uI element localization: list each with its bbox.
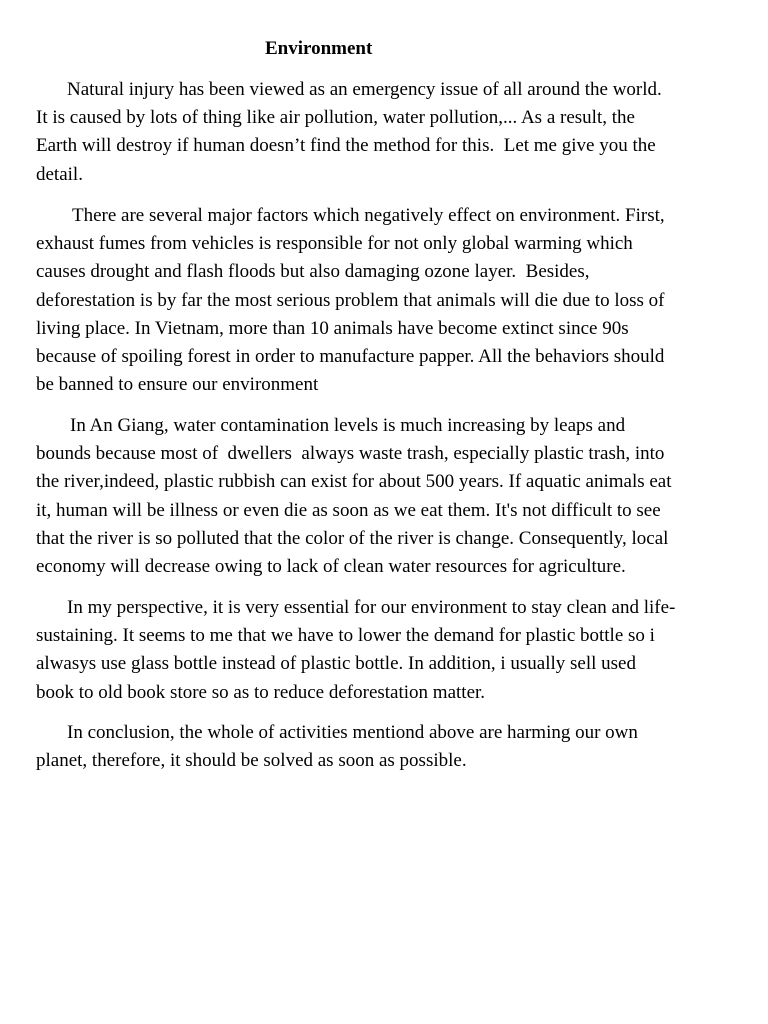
text-line: Earth will destroy if human doesn’t find the method for this. Let me give you the: [36, 135, 656, 157]
document-title: Environment: [265, 38, 373, 59]
paragraph-an-giang: [36, 412, 736, 581]
text-line: Natural injury has been viewed as an emergency issue of all around the world.: [67, 79, 662, 100]
paragraph-major-factors: [36, 202, 736, 399]
text-line: detail.: [36, 163, 83, 185]
text-line: living place. In Vietnam, more than 10 animals have become extinct since 90s: [36, 317, 629, 339]
text-line: In conclusion, the whole of activities mentiond above are harming our own: [67, 722, 638, 743]
paragraph-perspective: [36, 594, 736, 707]
text-line: exhaust fumes from vehicles is responsible for not only global warming which: [36, 233, 633, 255]
paragraph-conclusion: [36, 719, 736, 775]
text-line: alwasys use glass bottle instead of plastic bottle. In addition, i usually sell used: [36, 653, 636, 675]
text-line: deforestation is by far the most serious problem that animals will die due to loss of: [36, 289, 665, 311]
text-line: bounds because most of dwellers always waste trash, especially plastic trash, into: [36, 443, 665, 465]
text-line: causes drought and flash floods but also damaging ozone layer. Besides,: [36, 261, 590, 283]
text-line: because of spoiling forest in order to manufacture papper. All the behaviors should: [36, 346, 665, 368]
text-line: it, human will be illness or even die as soon as we eat them. It's not difficult to see: [36, 499, 661, 521]
text-line: book to old book store so as to reduce deforestation matter.: [36, 681, 486, 703]
text-line: There are several major factors which negatively effect on environment. First,: [72, 205, 665, 226]
text-line: planet, therefore, it should be solved as soon as possible.: [36, 750, 467, 772]
text-line: It is caused by lots of thing like air pollution, water pollution,... As a result, the: [36, 107, 635, 129]
text-line: economy will decrease owing to lack of clean water resources for agriculture.: [36, 556, 626, 578]
text-line: In my perspective, it is very essential for our environment to stay clean and life-: [67, 597, 676, 618]
paragraph-introduction: [36, 76, 736, 189]
text-line: be banned to ensure our environment: [36, 374, 319, 396]
text-line: In An Giang, water contamination levels is much increasing by leaps and: [70, 415, 626, 436]
text-line: the river,indeed, plastic rubbish can exist for about 500 years. If aquatic animals eat: [36, 471, 672, 493]
text-line: that the river is so polluted that the color of the river is change. Consequently, local: [36, 527, 669, 549]
text-line: sustaining. It seems to me that we have to lower the demand for plastic bottle so i: [36, 625, 655, 647]
